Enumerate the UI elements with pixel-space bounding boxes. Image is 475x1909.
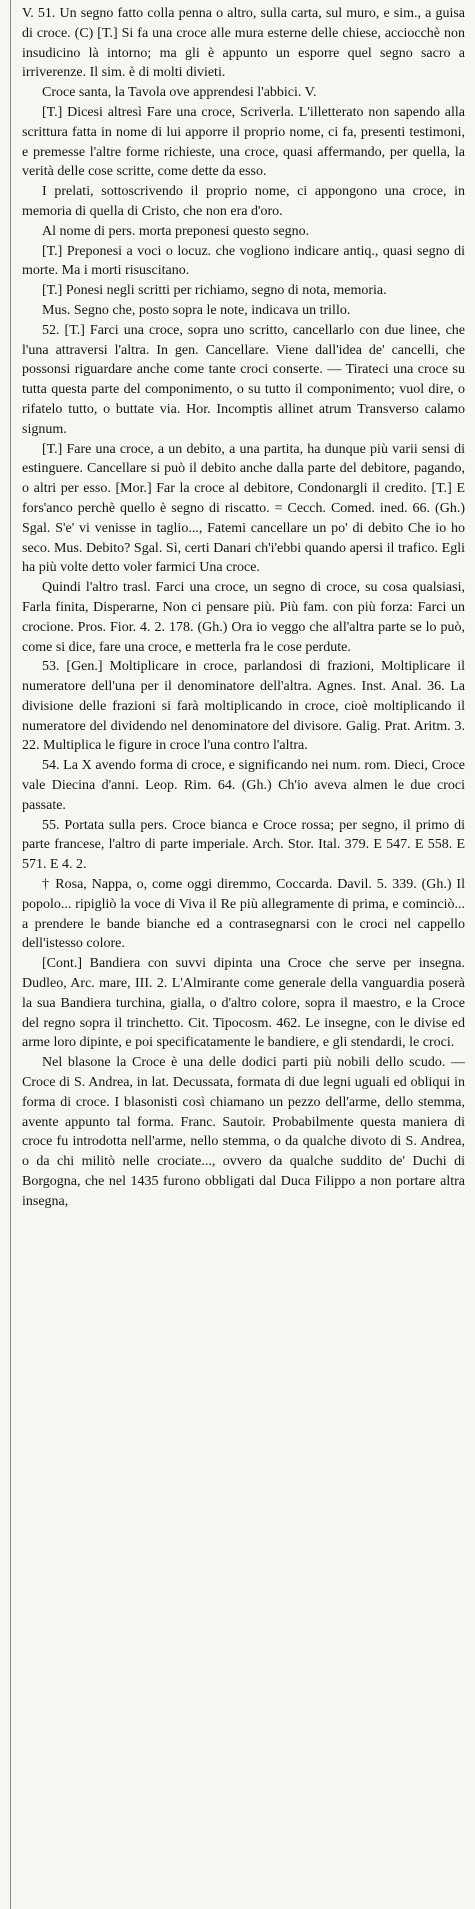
paragraph: Mus. Segno che, posto sopra le note, indicava un trillo. <box>42 302 351 318</box>
paragraph: 54. La X avendo forma di croce, e significando nei num. rom. Dieci, Croce vale Diecina d'anni. Leop. Rim. 64. (Gh.) Ch'io aveva almen le due croci passate. <box>22 758 465 813</box>
paragraph: 52. [T.] Farci una croce, sopra uno scritto, cancellarlo con due linee, che l'una attraversi l'altra. In gen. Cancellare. Viene dall'idea de' cancelli, che possonsi riguardare anche come tante croci conserte. — Tirateci una croce su tutta questa parte del componimento, o su tutto il componimento; vuol dire, o rifatelo tutto, o buttate via. Hor. Incomptis allinet atrum Transverso calamo signum. <box>22 322 465 437</box>
paragraph: Croce santa, la Tavola ove apprendesi l'abbici. V. <box>42 85 317 101</box>
paragraph: [T.] Preponesi a voci o locuz. che vogliono indicare antiq., quasi segno di morte. Ma i morti risuscitano. <box>22 243 465 279</box>
paragraph: Quindi l'altro trasl. Farci una croce, un segno di croce, su cosa qualsiasi, Farla finita, Disperarne, Non ci pensare più. Più fam. con più forza: Farci un crocione. Pros. Fior. 4. 2. 178. (Gh.) Ora io veggo che all'altra parte se lo può, come si dice, fare una croce, e metterla fra le cose perdute. <box>22 580 465 655</box>
paragraph: † Rosa, Nappa, o, come oggi diremmo, Coccarda. Davil. 5. 339. (Gh.) Il popolo... ripigliò la voce di Viva il Re più allegramente di prima, e cominciò... a prendere le bande bianche ed a contrasegnarsi con le croci nel cappello dell'istesso colore. <box>22 877 465 952</box>
paragraph: V. 51. Un segno fatto colla penna o altro, sulla carta, sul muro, e sim., a guisa di croce. (C) [T.] Si fa una croce alle mura esterne delle chiese, acciocchè non insudicino là intorno; ma gli è appunto un esporre quel segno sacro a irriverenze. Il sim. è di molti divieti. <box>22 6 465 81</box>
paragraph: [Cont.] Bandiera con suvvi dipinta una Croce che serve per insegna. Dudleo, Arc. mare, III. 2. L'Almirante come generale della vanguardia poserà la sua Bandiera turchina, gialla, o d'altro colore, sopra il maestro, e la Croce del regno sopra il trinchetto. Cit. Tipocosm. 462. Le insegne, con le divise ed arme loro dipinte, e poi specificatamente le bandiere, e gli stendardi, le croci. <box>22 956 465 1051</box>
entry-text-column <box>22 4 465 1212</box>
paragraph: Nel blasone la Croce è una delle dodici parti più nobili dello scudo. — Croce di S. Andrea, in lat. Decussata, formata di due legni uguali ed obliqui in forma di croce. I blasonisti così chiamano un pezzo dell'arme, dello stemma, avente appunto tal forma. Franc. Sautoir. Probabilmente questa maniera di croce fu introdotta nell'arme, nello stemma, o da qualche divoto di S. Andrea, o da chi militò nelle crociate..., ovvero da qualche suddito de' Duchi di Borgogna, che nel 1435 furono obbligati dal Duca Filippo a non portare altra insegna, <box>22 1055 465 1209</box>
paragraph: [T.] Dicesi altresì Fare una croce, Scriverla. L'illetterato non sapendo alla scrittura fatta in nome di lui apporre il proprio nome, ci fa, presenti testimoni, e premesse l'altre forme richieste, una croce, quasi affermando, per quella, la verità delle cose scritte, come dette da esso. <box>22 104 465 180</box>
paragraph: [T.] Ponesi negli scritti per richiamo, segno di nota, memoria. <box>42 283 387 299</box>
paragraph: I prelati, sottoscrivendo il proprio nome, ci appongono una croce, in memoria di quella di Cristo, che non era d'oro. <box>22 184 465 219</box>
paragraph: 53. [Gen.] Moltiplicare in croce, parlandosi di frazioni, Moltiplicare il numeratore dell'una per il denominatore dell'altra. Agnes. Inst. Anal. 36. La divisione delle frazioni si farà moltiplicando in croce, cioè moltiplicando il numeratore del dividendo nel denominatore del divisore. Galig. Prat. Aritm. 3. 22. Multiplica le figure in croce l'una contro l'altra. <box>22 659 465 754</box>
left-margin-rule <box>10 0 11 1909</box>
paragraph: Al nome di pers. morta preponesi questo segno. <box>42 223 310 239</box>
paragraph: [T.] Fare una croce, a un debito, a una partita, ha dunque più varii sensi di estinguere. Cancellare si può il debito anche dalla parte del debitore, pagando, o altri per esso. [Mor.] Far la croce al debitore, Condonargli il credito. [T.] E fors'anco perchè quello è segno di riscatto. = Cecch. Comed. ined. 66. (Gh.) Sgal. S'e' vi venisse in taglio..., Fatemi cancellare un po' di debito Che io ho seco. Mus. Debito? Sgal. Sì, certi Danari ch'i'ebbi quando apersi il trafico. Egli ha più volte detto voler farmici Una croce. <box>22 441 465 576</box>
paragraph: 55. Portata sulla pers. Croce bianca e Croce rossa; per segno, il primo di parte francese, l'altro di parte imperiale. Arch. Stor. Ital. 379. E 547. E 558. E 571. E 4. 2. <box>22 817 465 873</box>
